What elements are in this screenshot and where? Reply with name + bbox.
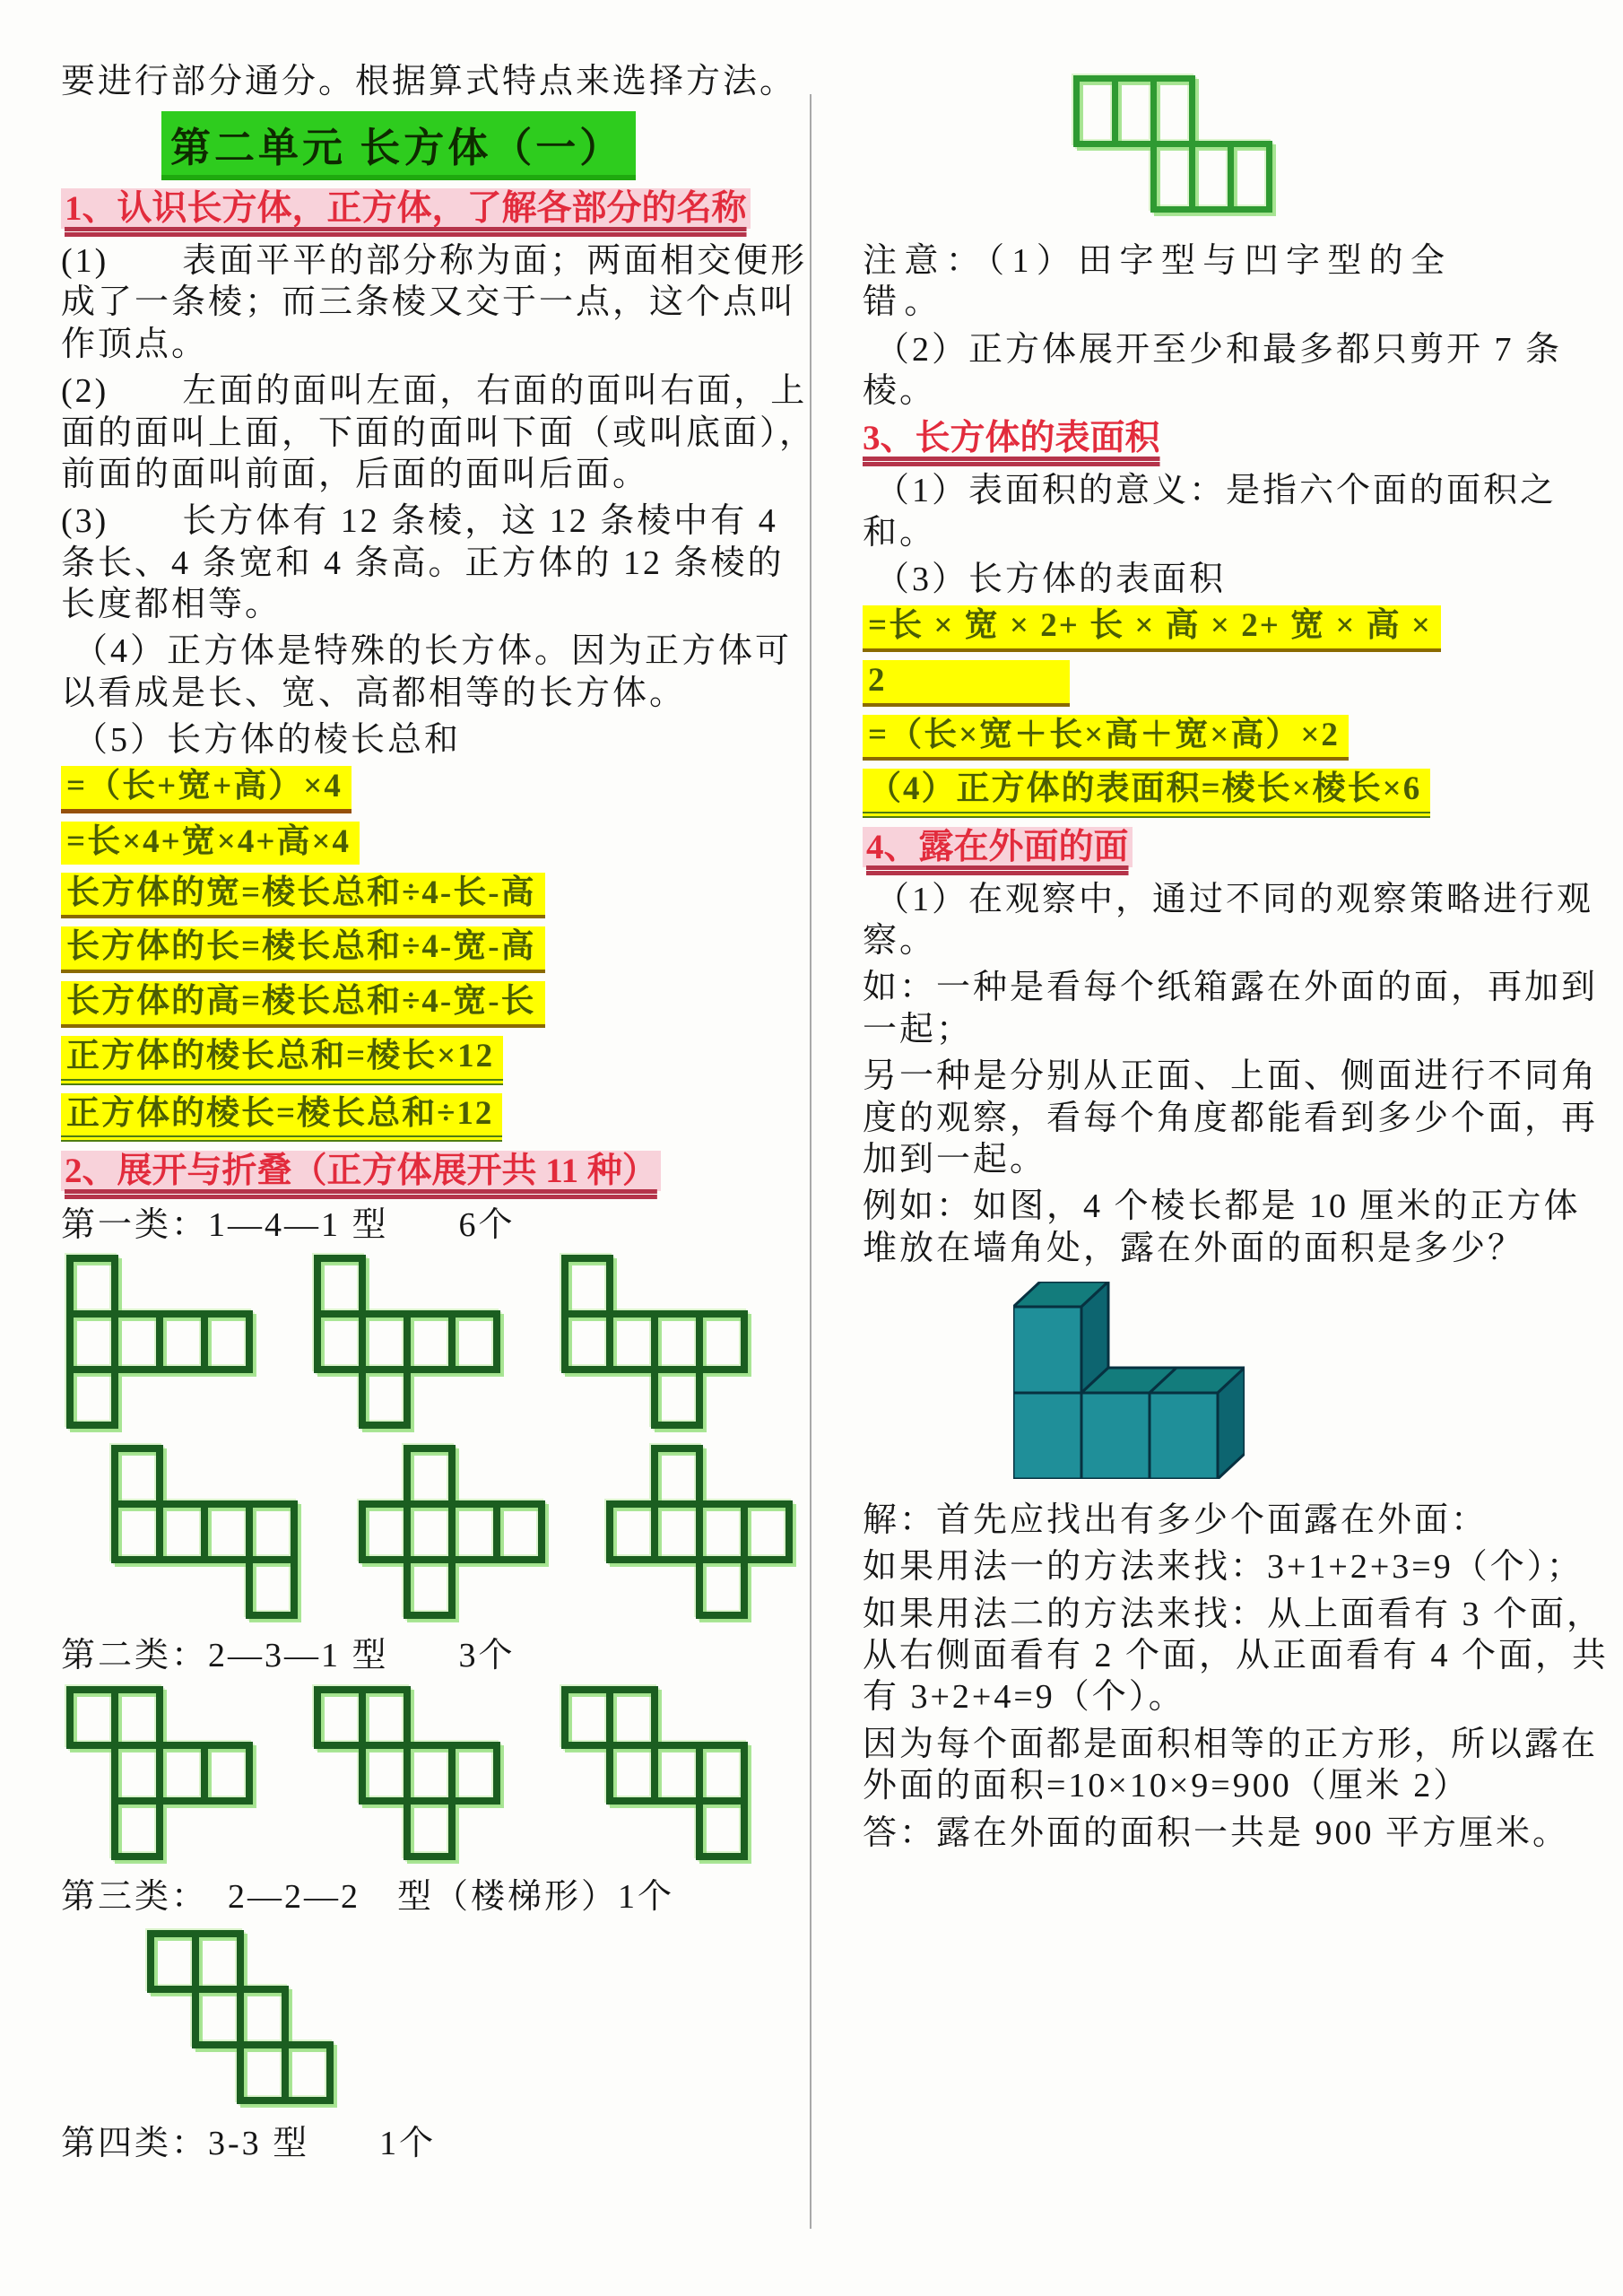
net-square bbox=[448, 1310, 500, 1373]
cube-net bbox=[561, 1686, 748, 1860]
net-square bbox=[201, 1310, 253, 1373]
solution-paragraph: 如果用法二的方法来找：从上面看有 3 个面，从右侧面看有 2 个面，从正面看有 4 个面，共有 3+2+4=9（个）。 bbox=[863, 1595, 1610, 1717]
s1-paragraph-2: (2) 左面的面叫左面，右面的面叫右面，上面的面叫上面，下面的面叫下面（或叫底面），前面的面叫前面，后面的面叫后面。 bbox=[61, 372, 817, 493]
left-column bbox=[61, 0, 820, 2173]
note-line-2: 错。 bbox=[863, 283, 946, 322]
edge-length-formulas bbox=[61, 766, 820, 1142]
bottom-cube-3-front-face bbox=[1150, 1393, 1218, 1479]
staircase-cube-net bbox=[147, 1930, 334, 2104]
net-square bbox=[314, 1255, 366, 1318]
net-class-2-label: 第二类：2—3—1 型 bbox=[61, 1637, 389, 1675]
section-1-heading-text: 1、认识长方体，正方体，了解各部分的名称 bbox=[61, 188, 751, 229]
net-square bbox=[237, 1986, 289, 2048]
formula-line: =（长×宽＋长×高＋宽×高）×2 bbox=[863, 715, 1349, 761]
net-square bbox=[201, 1742, 253, 1805]
section-3-heading-text: 3、长方体的表面积 bbox=[863, 419, 1160, 458]
section-4-heading bbox=[863, 826, 1614, 870]
net-class-4-label: 第四类：3-3 型 bbox=[61, 2125, 310, 2163]
answer-paragraph: 答：露在外面的面积一共是 900 平方厘米。 bbox=[863, 1813, 1570, 1852]
solution-paragraph: 解：首先应找出有多少个面露在外面： bbox=[863, 1501, 1488, 1539]
net-square bbox=[561, 1255, 613, 1318]
net-square bbox=[651, 1445, 703, 1508]
net-square bbox=[696, 1742, 748, 1805]
bottom-cube-2-front-face bbox=[1081, 1393, 1150, 1479]
net-square bbox=[1228, 141, 1272, 213]
formula-line: =长×4+宽×4+高×4 bbox=[61, 822, 360, 865]
section-1-heading bbox=[61, 187, 820, 231]
net-class-1-count: 6个 bbox=[458, 1205, 516, 1244]
section-2-heading bbox=[61, 1150, 820, 1194]
net-square bbox=[192, 1930, 244, 1993]
formula-line: 正方体的棱长=棱长总和÷12 bbox=[61, 1093, 502, 1143]
net-square bbox=[246, 1556, 298, 1619]
cube-net bbox=[359, 1445, 545, 1619]
net-square bbox=[404, 1445, 456, 1508]
net-square bbox=[493, 1500, 545, 1563]
cube-net bbox=[606, 1445, 793, 1619]
net-class-4-count: 1个 bbox=[379, 2125, 437, 2163]
right-column bbox=[863, 0, 1614, 1859]
net-class-1-label: 第一类：1—4—1 型 bbox=[61, 1205, 389, 1244]
net-square bbox=[696, 1797, 748, 1860]
net-square bbox=[359, 1686, 411, 1749]
cube-net bbox=[66, 1255, 253, 1429]
cube-net bbox=[314, 1255, 500, 1429]
cube-net-row-2 bbox=[111, 1445, 820, 1619]
s1-paragraph-5: （5）长方体的棱长总和 bbox=[74, 721, 462, 760]
cube-net bbox=[66, 1686, 253, 1860]
note-paragraph bbox=[863, 240, 1614, 324]
net-class-1-line bbox=[61, 1205, 820, 1246]
formula-line: =（长+宽+高）×4 bbox=[61, 766, 352, 813]
net-3-3-figure bbox=[1073, 75, 1272, 213]
section-4-heading-text: 4、露在外面的面 bbox=[863, 827, 1133, 867]
net-square bbox=[404, 1556, 456, 1619]
net-square bbox=[111, 1686, 163, 1749]
net-class-2-count: 3个 bbox=[458, 1637, 516, 1675]
intro-paragraph: 要进行部分通分。根据算式特点来选择方法。 bbox=[61, 63, 797, 100]
section-3-heading bbox=[863, 417, 1614, 461]
net-square bbox=[359, 1366, 411, 1429]
net-square bbox=[404, 1797, 456, 1860]
s3-paragraph-1: （1）表面积的意义：是指六个面的面积之和。 bbox=[863, 472, 1558, 552]
net-square bbox=[66, 1255, 118, 1318]
net-square bbox=[246, 1500, 298, 1563]
surface-area-formulas bbox=[863, 605, 1614, 818]
net-class-3-line: 第三类： 2—2—2 型（楼梯形）1个 bbox=[61, 1877, 675, 1916]
s1-paragraph-4: （4）正方体是特殊的长方体。因为正方体可以看成是长、宽、高都相等的长方体。 bbox=[61, 632, 793, 712]
cube-net-row-3 bbox=[66, 1686, 820, 1860]
s1-paragraph-3: (3) 长方体有 12 条棱，这 12 条棱中有 4 条长、4 条宽和 4 条高。正方体的 12 条棱的长度都相等。 bbox=[61, 502, 785, 623]
net-square bbox=[696, 1310, 748, 1373]
formula-line: =长 × 宽 × 2+ 长 × 高 × 2+ 宽 × 高 × bbox=[863, 605, 1441, 652]
note-line-1: 注意：（1）田字型与凹字型的全 bbox=[863, 242, 1453, 280]
formula-line: 正方体的棱长总和=棱长×12 bbox=[61, 1036, 503, 1085]
section-2-heading-text: 2、展开与折叠（正方体展开共 11 种） bbox=[61, 1151, 661, 1191]
net-square bbox=[111, 1445, 163, 1508]
net-square bbox=[448, 1742, 500, 1805]
net-square bbox=[111, 1797, 163, 1860]
net-square bbox=[696, 1556, 748, 1619]
cube-net-row-1 bbox=[66, 1255, 820, 1429]
net-square bbox=[66, 1366, 118, 1429]
formula-line: 2 bbox=[863, 660, 1070, 707]
bottom-cube-1-front-face bbox=[1013, 1393, 1081, 1479]
cube-stack-svg bbox=[1013, 1282, 1245, 1479]
s4-paragraph-3: 另一种是分别从正面、上面、侧面进行不同角度的观察，看每个角度都能看到多少个面，再加到一起。 bbox=[863, 1057, 1599, 1178]
net-square bbox=[651, 1366, 703, 1429]
top-cube-front-face bbox=[1013, 1307, 1081, 1393]
solution-paragraph: 如果用法一的方法来找：3+1+2+3=9（个）； bbox=[863, 1548, 1584, 1587]
s3-paragraph-2: （3）长方体的表面积 bbox=[875, 560, 1227, 598]
formula-line: 长方体的宽=棱长总和÷4-长-高 bbox=[61, 873, 545, 919]
solution-block bbox=[863, 1500, 1614, 1854]
net-square bbox=[282, 2041, 334, 2104]
cube-net bbox=[111, 1445, 298, 1619]
net-class-4-line bbox=[61, 2123, 820, 2164]
unit-title-wrap bbox=[161, 111, 820, 180]
s4-paragraph-4: 例如：如图，4 个棱长都是 10 厘米的正方体堆放在墙角处，露在外面的面积是多少？ bbox=[863, 1187, 1581, 1267]
formula-line: （4）正方体的表面积=棱长×棱长×6 bbox=[863, 769, 1430, 818]
s4-paragraph-1: （1）在观察中，通过不同的观察策略进行观察。 bbox=[863, 880, 1594, 961]
formula-line: 长方体的高=棱长总和÷4-宽-长 bbox=[61, 981, 545, 1028]
net-square bbox=[1150, 75, 1195, 147]
cube-net bbox=[561, 1255, 748, 1429]
cube-stack-figure bbox=[1013, 1282, 1614, 1483]
net-square bbox=[741, 1500, 793, 1563]
unit-title: 第二单元 长方体（一） bbox=[161, 111, 636, 180]
s4-paragraph-2: 如：一种是看每个纸箱露在外面的面，再加到一起； bbox=[863, 969, 1599, 1048]
formula-line: 长方体的长=棱长总和÷4-宽-高 bbox=[61, 926, 545, 973]
net-class-2-line bbox=[61, 1635, 820, 1676]
solution-paragraph: 因为每个面都是面积相等的正方形，所以露在外面的面积=10×10×9=900（厘米 2） bbox=[863, 1725, 1599, 1805]
s1-paragraph-1: (1) 表面平平的部分称为面；两面相交便形成了一条棱；而三条棱又交于一点，这个点叫作顶点。 bbox=[61, 242, 808, 363]
staircase-net-wrap bbox=[147, 1930, 820, 2109]
cube-net bbox=[314, 1686, 500, 1860]
net-square bbox=[606, 1686, 658, 1749]
note-paragraph-2: （2）正方体展开至少和最多都只剪开 7 条棱。 bbox=[863, 330, 1563, 411]
